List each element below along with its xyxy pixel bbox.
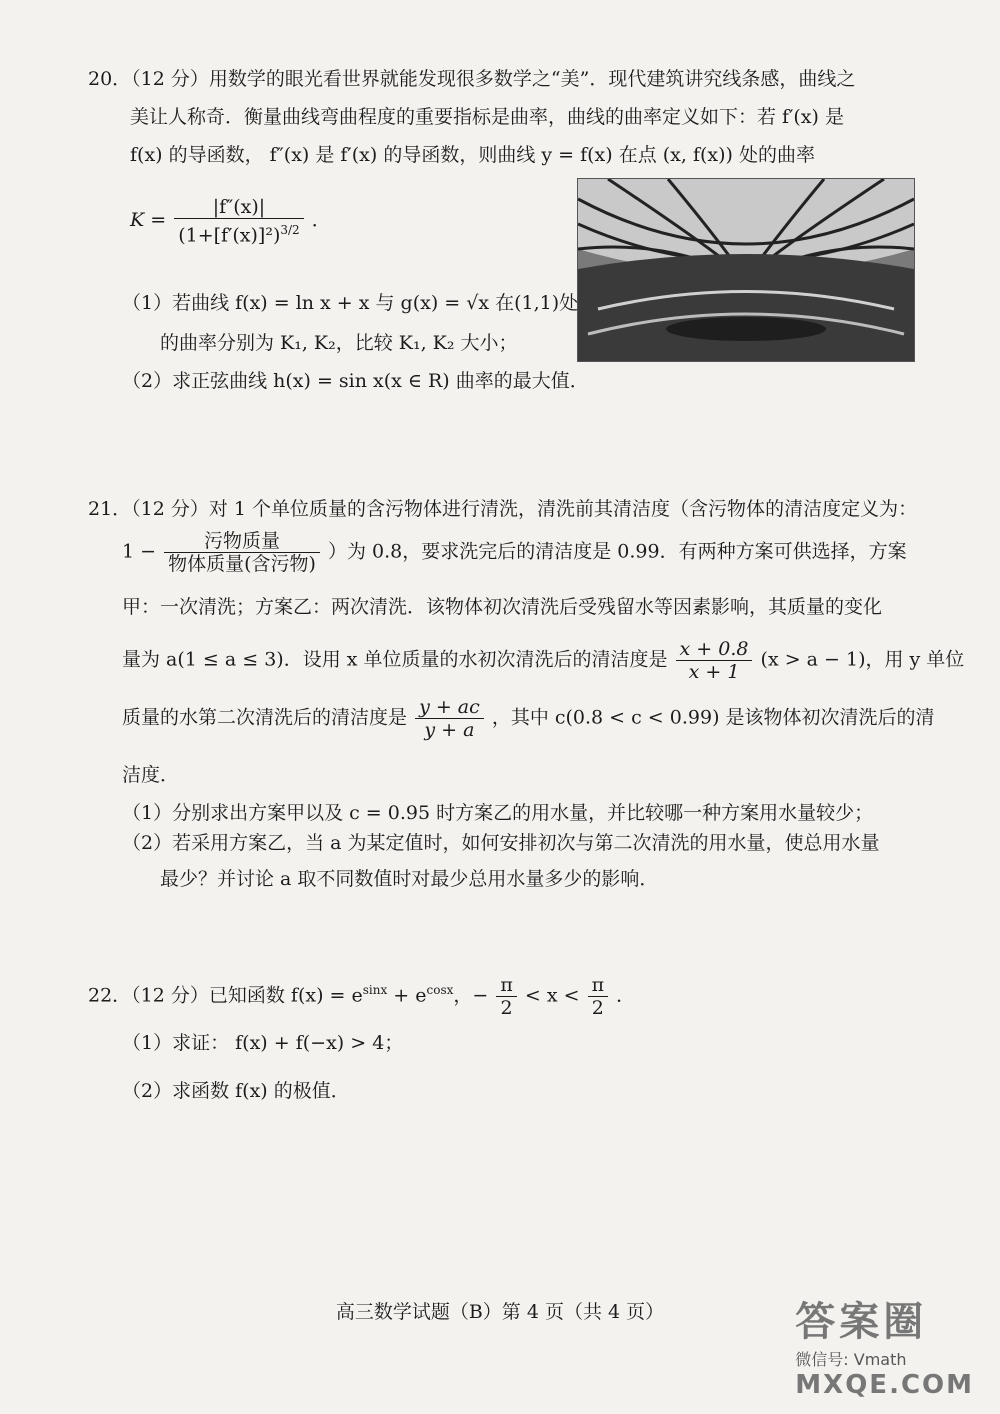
q22-part-1: （1）求证： f(x) + f(−x) > 4； <box>122 1032 404 1054</box>
q22-two-2: 2 <box>591 997 604 1019</box>
q22-domain-sep: ，− <box>453 984 489 1007</box>
q20-line-1: 20．（12 分）用数学的眼光看世界就能发现很多数学之“美”．现代建筑讲究线条感，曲线之 <box>88 68 856 90</box>
q22-pi-1: π <box>496 974 517 997</box>
curvature-denominator-base: (1+[f′(x)]²) <box>178 224 281 247</box>
q21-line-6: 洁度． <box>122 764 180 786</box>
q22-lt: < x < <box>524 984 580 1007</box>
q21-cleanliness-numerator: 污物质量 <box>164 530 320 553</box>
q21-line-2-text: ）为 0.8，要求洗完后的清洁度是 0.99．有两种方案可供选择，方案 <box>327 540 907 563</box>
q21-first-wash-denominator: x + 1 <box>688 661 740 683</box>
curvature-denominator <box>174 219 303 246</box>
architecture-illustration <box>578 179 914 361</box>
q21-part-2a: （2）若采用方案乙，当 a 为某定值时，如何安排初次与第二次清洗的用水量，使总用水量 <box>122 832 880 854</box>
curvature-lhs: K = <box>130 209 167 232</box>
q22-end: ． <box>616 984 636 1007</box>
q21-first-wash-fraction <box>676 638 753 683</box>
q22-part-2: （2）求函数 f(x) 的极值． <box>122 1080 350 1102</box>
curvature-fraction <box>174 196 303 246</box>
q21-second-wash-denominator: y + a <box>424 719 475 741</box>
q22-pi-2: π <box>588 974 609 997</box>
q21-second-wash-numerator: y + ac <box>415 696 484 719</box>
q21-cleanliness-denominator: 物体质量(含污物) <box>168 553 316 575</box>
q21-line-5-post: ，其中 c(0.8 < c < 0.99) 是该物体初次清洗后的清 <box>491 706 935 729</box>
q21-line-5 <box>122 696 935 741</box>
q21-cleanliness-prefix: 1 − <box>122 540 157 563</box>
watermark-main: 答案圈 <box>795 1299 928 1345</box>
curvature-exponent: 3/2 <box>280 223 300 237</box>
q22-neg-pi-half <box>496 974 517 1019</box>
q20-part-1a: （1）若曲线 f(x) = ln x + x 与 g(x) = √x 在(1,1)处 <box>122 292 579 314</box>
q21-line-4-pre: 量为 a(1 ≤ a ≤ 3)．设用 x 单位质量的水初次清洗后的清洁度是 <box>122 648 668 671</box>
q21-part-1: （1）分别求出方案甲以及 c = 0.95 时方案乙的用水量，并比较哪一种方案用水量较少； <box>122 802 874 824</box>
architecture-photo <box>577 178 915 362</box>
q20-line-2: 美让人称奇．衡量曲线弯曲程度的重要指标是曲率，曲线的曲率定义如下：若 f′(x) 是 <box>130 106 844 128</box>
q20-part-1b: 的曲率分别为 K₁, K₂，比较 K₁, K₂ 大小； <box>160 332 518 354</box>
watermark <box>795 1290 974 1400</box>
q20-line-3: f(x) 的导函数， f″(x) 是 f′(x) 的导函数，则曲线 y = f(x) 在点 (x, f(x)) 处的曲率 <box>130 144 815 166</box>
q22-two-1: 2 <box>500 997 513 1019</box>
q21-line-4-post: (x > a − 1)，用 y 单位 <box>760 648 965 671</box>
watermark-site: MXQE.COM <box>795 1370 974 1400</box>
q22-line-1 <box>88 974 635 1019</box>
q21-line-5-pre: 质量的水第二次清洗后的清洁度是 <box>122 706 408 729</box>
q21-second-wash-fraction <box>415 696 484 741</box>
q21-part-2b: 最少？并讨论 a 取不同数值时对最少总用水量多少的影响． <box>160 868 659 890</box>
q22-function-mid: + e <box>387 984 427 1007</box>
page-footer: 高三数学试题（B）第 4 页（共 4 页） <box>335 1301 665 1323</box>
q21-cleanliness-fraction <box>164 530 320 575</box>
q22-exp-cos: cosx <box>426 983 454 998</box>
q21-line-1: 21．（12 分）对 1 个单位质量的含污物体进行清洗，清洗前其清洁度（含污物体的清洁度定义为： <box>88 498 918 520</box>
q20-part-2: （2）求正弦曲线 h(x) = sin x(x ∈ R) 曲率的最大值． <box>122 370 589 392</box>
q21-line-4 <box>122 638 964 683</box>
curvature-numerator: |f″(x)| <box>174 196 303 219</box>
q21-first-wash-numerator: x + 0.8 <box>676 638 753 661</box>
watermark-wechat: 微信号: Vmath <box>795 1350 907 1369</box>
q22-exp-sin: sinx <box>362 983 388 998</box>
curvature-end: ． <box>311 209 331 232</box>
q21-line-2 <box>122 530 907 575</box>
q21-line-3: 甲：一次清洗；方案乙：两次清洗．该物体初次清洗后受残留水等因素影响，其质量的变化 <box>122 596 883 618</box>
q22-pi-half <box>588 974 609 1019</box>
q20-curvature-formula <box>130 196 331 246</box>
q22-function-pre: 22．（12 分）已知函数 f(x) = e <box>88 984 363 1007</box>
